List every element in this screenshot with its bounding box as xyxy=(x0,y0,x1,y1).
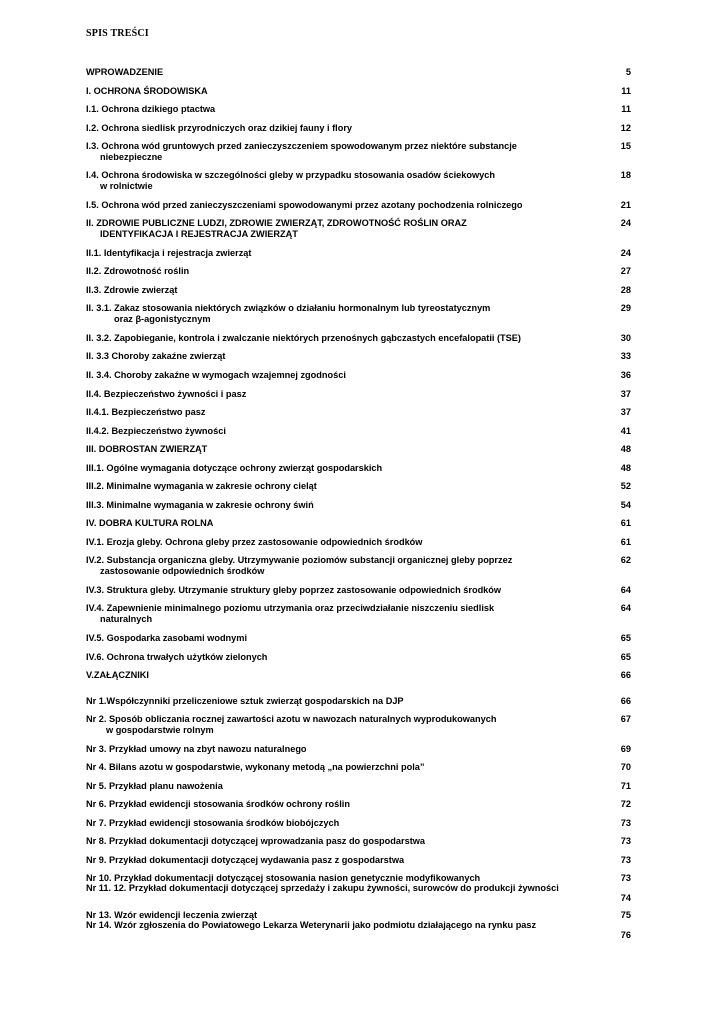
toc-entry-title: II. 3.1. Zakaz stosowania niektórych związków o działaniu hormonalnym lub tyreostatycznym oraz β-agonistycznym xyxy=(86,303,591,324)
toc-entry-title: Nr 14. Wzór zgłoszenia do Powiatowego Lekarza Weterynarii jako podmiotu działającego na rynku pasz xyxy=(86,920,537,930)
toc-entry-page: 24 xyxy=(620,248,631,258)
toc-entry-title-continuation: oraz β-agonistycznym xyxy=(114,313,211,324)
toc-entry-title-continuation: w rolnictwie xyxy=(100,180,153,191)
toc-entry-page: 24 xyxy=(620,218,631,228)
toc-entry-page: 66 xyxy=(620,696,631,706)
toc-entry[interactable] xyxy=(86,481,631,492)
toc-entry-page: 70 xyxy=(620,762,631,772)
toc-entry-page: 11 xyxy=(621,86,631,96)
toc-entry-page: 48 xyxy=(620,463,631,473)
toc-entry-title: IV.2. Substancja organiczna gleby. Utrzymywanie poziomów substancji organicznej gleby poprzez zastosowanie odpowiednich środków xyxy=(86,555,591,576)
toc-entry-title: Nr 3. Przykład umowy na zbyt nawozu naturalnego xyxy=(86,744,307,754)
toc-entry-page: 71 xyxy=(620,781,631,791)
toc-entry[interactable] xyxy=(86,633,631,644)
toc-entry[interactable] xyxy=(86,744,631,755)
toc-entry-page: 72 xyxy=(620,799,631,809)
toc-entry-title-continuation: w gospodarstwie rolnym xyxy=(106,724,214,735)
toc-entry[interactable] xyxy=(86,696,631,707)
toc-entry-page: 64 xyxy=(620,585,631,595)
toc-entry[interactable] xyxy=(86,200,631,211)
toc-entry-title: II. 3.3 Choroby zakaźne zwierząt xyxy=(86,351,226,361)
toc-entry-page: 74 xyxy=(620,893,631,903)
toc-entry-title: Nr 6. Przykład ewidencji stosowania środków ochrony roślin xyxy=(86,799,350,809)
toc-entry-page: 73 xyxy=(620,873,631,883)
toc-entry[interactable] xyxy=(86,910,631,921)
toc-entry[interactable] xyxy=(86,104,631,115)
toc-entry[interactable] xyxy=(86,781,631,792)
toc-entry[interactable] xyxy=(86,407,631,418)
toc-entry[interactable] xyxy=(86,218,631,239)
toc-entry[interactable] xyxy=(86,303,631,324)
toc-entry-title: Nr 10. Przykład dokumentacji dotyczącej stosowania nasion genetycznie modyfikowanych xyxy=(86,873,481,883)
toc-entry-title: I.5. Ochrona wód przed zanieczyszczeniami spowodowanymi przez azotany pochodzenia rolniczego xyxy=(86,200,523,210)
toc-entry[interactable] xyxy=(86,883,631,903)
toc-entry-page: 73 xyxy=(620,836,631,846)
toc-entry-page: 33 xyxy=(620,351,631,361)
toc-entry-page: 69 xyxy=(620,744,631,754)
toc-entry-page: 21 xyxy=(620,200,631,210)
toc-entry[interactable] xyxy=(86,555,631,576)
toc-entry-title: Nr 9. Przykład dokumentacji dotyczącej wydawania pasz z gospodarstwa xyxy=(86,855,405,865)
toc-entry-title: II.4.1. Bezpieczeństwo pasz xyxy=(86,407,206,417)
toc-entry-page: 29 xyxy=(620,303,631,313)
toc-entry[interactable] xyxy=(86,123,631,134)
toc-entry[interactable] xyxy=(86,500,631,511)
toc-entry-page: 65 xyxy=(620,633,631,643)
toc-entry-page: 48 xyxy=(620,444,631,454)
toc-entry[interactable] xyxy=(86,351,631,362)
toc-entry-title: IV.3. Struktura gleby. Utrzymanie struktury gleby poprzez zastosowanie odpowiednich środków xyxy=(86,585,502,595)
toc-entry-page: 61 xyxy=(620,537,631,547)
toc-entry-page: 67 xyxy=(620,714,631,724)
toc-entry-page: 65 xyxy=(620,652,631,662)
toc-entry[interactable] xyxy=(86,762,631,773)
toc-entry-title: IV.1. Erozja gleby. Ochrona gleby przez zastosowanie odpowiednich środków xyxy=(86,537,423,547)
toc-entry-title: WPROWADZENIE xyxy=(86,67,164,77)
toc-entry-title: Nr 2. Sposób obliczania rocznej zawartości azotu w nawozach naturalnych wyprodukowanych w gospodarstwie rolnym xyxy=(86,714,591,735)
toc-entry[interactable] xyxy=(86,67,631,78)
toc-entry[interactable] xyxy=(86,285,631,296)
toc-entry-page: 61 xyxy=(620,518,631,528)
toc-entry[interactable] xyxy=(86,670,631,681)
toc-entry-title-continuation: niebezpieczne xyxy=(100,151,163,162)
toc-entry[interactable] xyxy=(86,370,631,381)
toc-entry[interactable] xyxy=(86,248,631,259)
toc-entry-title: V.ZAŁĄCZNIKI xyxy=(86,670,149,680)
toc-entry-title: II.1. Identyfikacja i rejestracja zwierząt xyxy=(86,248,252,258)
toc-entry-page: 41 xyxy=(620,426,631,436)
toc-entry-page: 11 xyxy=(621,104,631,114)
toc-entry-page: 27 xyxy=(620,266,631,276)
toc-entry-title: II.4. Bezpieczeństwo żywności i pasz xyxy=(86,389,247,399)
toc-entry-title: II.3. Zdrowie zwierząt xyxy=(86,285,178,295)
toc-entry-page: 75 xyxy=(620,910,631,920)
toc-entry-title-continuation: zastosowanie odpowiednich środków xyxy=(100,565,265,576)
toc-entry[interactable] xyxy=(86,603,631,624)
toc-entry-title: IV.4. Zapewnienie minimalnego poziomu utrzymania oraz przeciwdziałanie niszczeniu siedlisk naturalnych xyxy=(86,603,591,624)
toc-entry-title-continuation: IDENTYFIKACJA I REJESTRACJA ZWIERZĄT xyxy=(100,228,298,239)
toc-entry[interactable] xyxy=(86,518,631,529)
toc-entry-page: 52 xyxy=(620,481,631,491)
toc-entry-title: Nr 1.Współczynniki przeliczeniowe sztuk zwierząt gospodarskich na DJP xyxy=(86,696,404,706)
toc-entry[interactable] xyxy=(86,873,631,884)
toc-entry[interactable] xyxy=(86,426,631,437)
toc-entry-page: 76 xyxy=(620,930,631,940)
toc-entry-page: 73 xyxy=(620,818,631,828)
toc-entry-page: 30 xyxy=(620,333,631,343)
toc-entry-title: Nr 7. Przykład ewidencji stosowania środków biobójczych xyxy=(86,818,340,828)
toc-entry-title: IV.5. Gospodarka zasobami wodnymi xyxy=(86,633,247,643)
toc-entry[interactable] xyxy=(86,652,631,663)
toc-entry[interactable] xyxy=(86,141,631,162)
toc-entry[interactable] xyxy=(86,836,631,847)
toc-entry-page: 66 xyxy=(620,670,631,680)
toc-entry[interactable] xyxy=(86,170,631,191)
toc-entry-page: 64 xyxy=(620,603,631,613)
toc-entry-page: 12 xyxy=(620,123,631,133)
toc-entry[interactable] xyxy=(86,818,631,829)
toc-entry-title: I.2. Ochrona siedlisk przyrodniczych oraz dzikiej fauny i flory xyxy=(86,123,353,133)
toc-entry-title: Nr 13. Wzór ewidencji leczenia zwierząt xyxy=(86,910,258,920)
toc-entry[interactable] xyxy=(86,444,631,455)
toc-entry[interactable] xyxy=(86,266,631,277)
toc-entry-title: I.4. Ochrona środowiska w szczególności gleby w przypadku stosowania osadów ściekowych w rolnictwie xyxy=(86,170,591,191)
toc-entry[interactable] xyxy=(86,799,631,810)
toc-entry[interactable] xyxy=(86,86,631,97)
toc-entry-title: III.2. Minimalne wymagania w zakresie ochrony cieląt xyxy=(86,481,317,491)
toc-entry-title: IV.6. Ochrona trwałych użytków zielonych xyxy=(86,652,268,662)
toc-entry-title: II.4.2. Bezpieczeństwo żywności xyxy=(86,426,226,436)
toc-entry-title: Nr 8. Przykład dokumentacji dotyczącej wprowadzania pasz do gospodarstwa xyxy=(86,836,426,846)
toc-entry-page: 37 xyxy=(620,407,631,417)
toc-entry[interactable] xyxy=(86,855,631,866)
toc-entry-page: 36 xyxy=(620,370,631,380)
toc-entry-title: I. OCHRONA ŚRODOWISKA xyxy=(86,86,208,96)
toc-entry-title: Nr 11. 12. Przykład dokumentacji dotyczącej sprzedaży i zakupu żywności, surowców do produkcji żywności xyxy=(86,883,559,893)
toc-header: SPIS TREŚCI xyxy=(86,28,149,39)
toc-entry[interactable] xyxy=(86,389,631,400)
toc-entry-title: I.3. Ochrona wód gruntowych przed zanieczyszczeniem spowodowanym przez niektóre substancje niebezpieczne xyxy=(86,141,591,162)
toc-entry-page: 62 xyxy=(620,555,631,565)
toc-entry-title: IV. DOBRA KULTURA ROLNA xyxy=(86,518,214,528)
toc-entry[interactable] xyxy=(86,920,631,940)
toc-entry-title: III. DOBROSTAN ZWIERZĄT xyxy=(86,444,208,454)
toc-entry[interactable] xyxy=(86,537,631,548)
toc-entry-title: III.3. Minimalne wymagania w zakresie ochrony świń xyxy=(86,500,314,510)
toc-entry-title: Nr 5. Przykład planu nawożenia xyxy=(86,781,223,791)
toc-entry-page: 37 xyxy=(620,389,631,399)
toc-entry-title: I.1. Ochrona dzikiego ptactwa xyxy=(86,104,216,114)
toc-entry-title: III.1. Ogólne wymagania dotyczące ochrony zwierząt gospodarskich xyxy=(86,463,383,473)
toc-entry-page: 5 xyxy=(625,67,631,77)
toc-entry-page: 54 xyxy=(620,500,631,510)
toc-entry-page: 28 xyxy=(620,285,631,295)
toc-entry-page: 18 xyxy=(620,170,631,180)
toc-entry-title: II. ZDROWIE PUBLICZNE LUDZI, ZDROWIE ZWIERZĄT, ZDROWOTNOŚĆ ROŚLIN ORAZ IDENTYFIKACJA I REJESTRACJA ZWIERZĄT xyxy=(86,218,591,239)
toc-entry[interactable] xyxy=(86,714,631,735)
toc-entry[interactable] xyxy=(86,333,631,344)
toc-entry-title: II. 3.2. Zapobieganie, kontrola i zwalczanie niektórych przenośnych gąbczastych encefalopatii (TSE) xyxy=(86,333,521,343)
toc-entry-page: 73 xyxy=(620,855,631,865)
toc-entry[interactable] xyxy=(86,585,631,596)
toc-entry-page: 15 xyxy=(620,141,631,151)
toc-entry-title: Nr 4. Bilans azotu w gospodarstwie, wykonany metodą „na powierzchni pola” xyxy=(86,762,425,772)
toc-entry[interactable] xyxy=(86,463,631,474)
toc-entry-title: II.2. Zdrowotność roślin xyxy=(86,266,190,276)
toc-entry-title: II. 3.4. Choroby zakaźne w wymogach wzajemnej zgodności xyxy=(86,370,346,380)
toc-entry-title-continuation: naturalnych xyxy=(100,613,153,624)
